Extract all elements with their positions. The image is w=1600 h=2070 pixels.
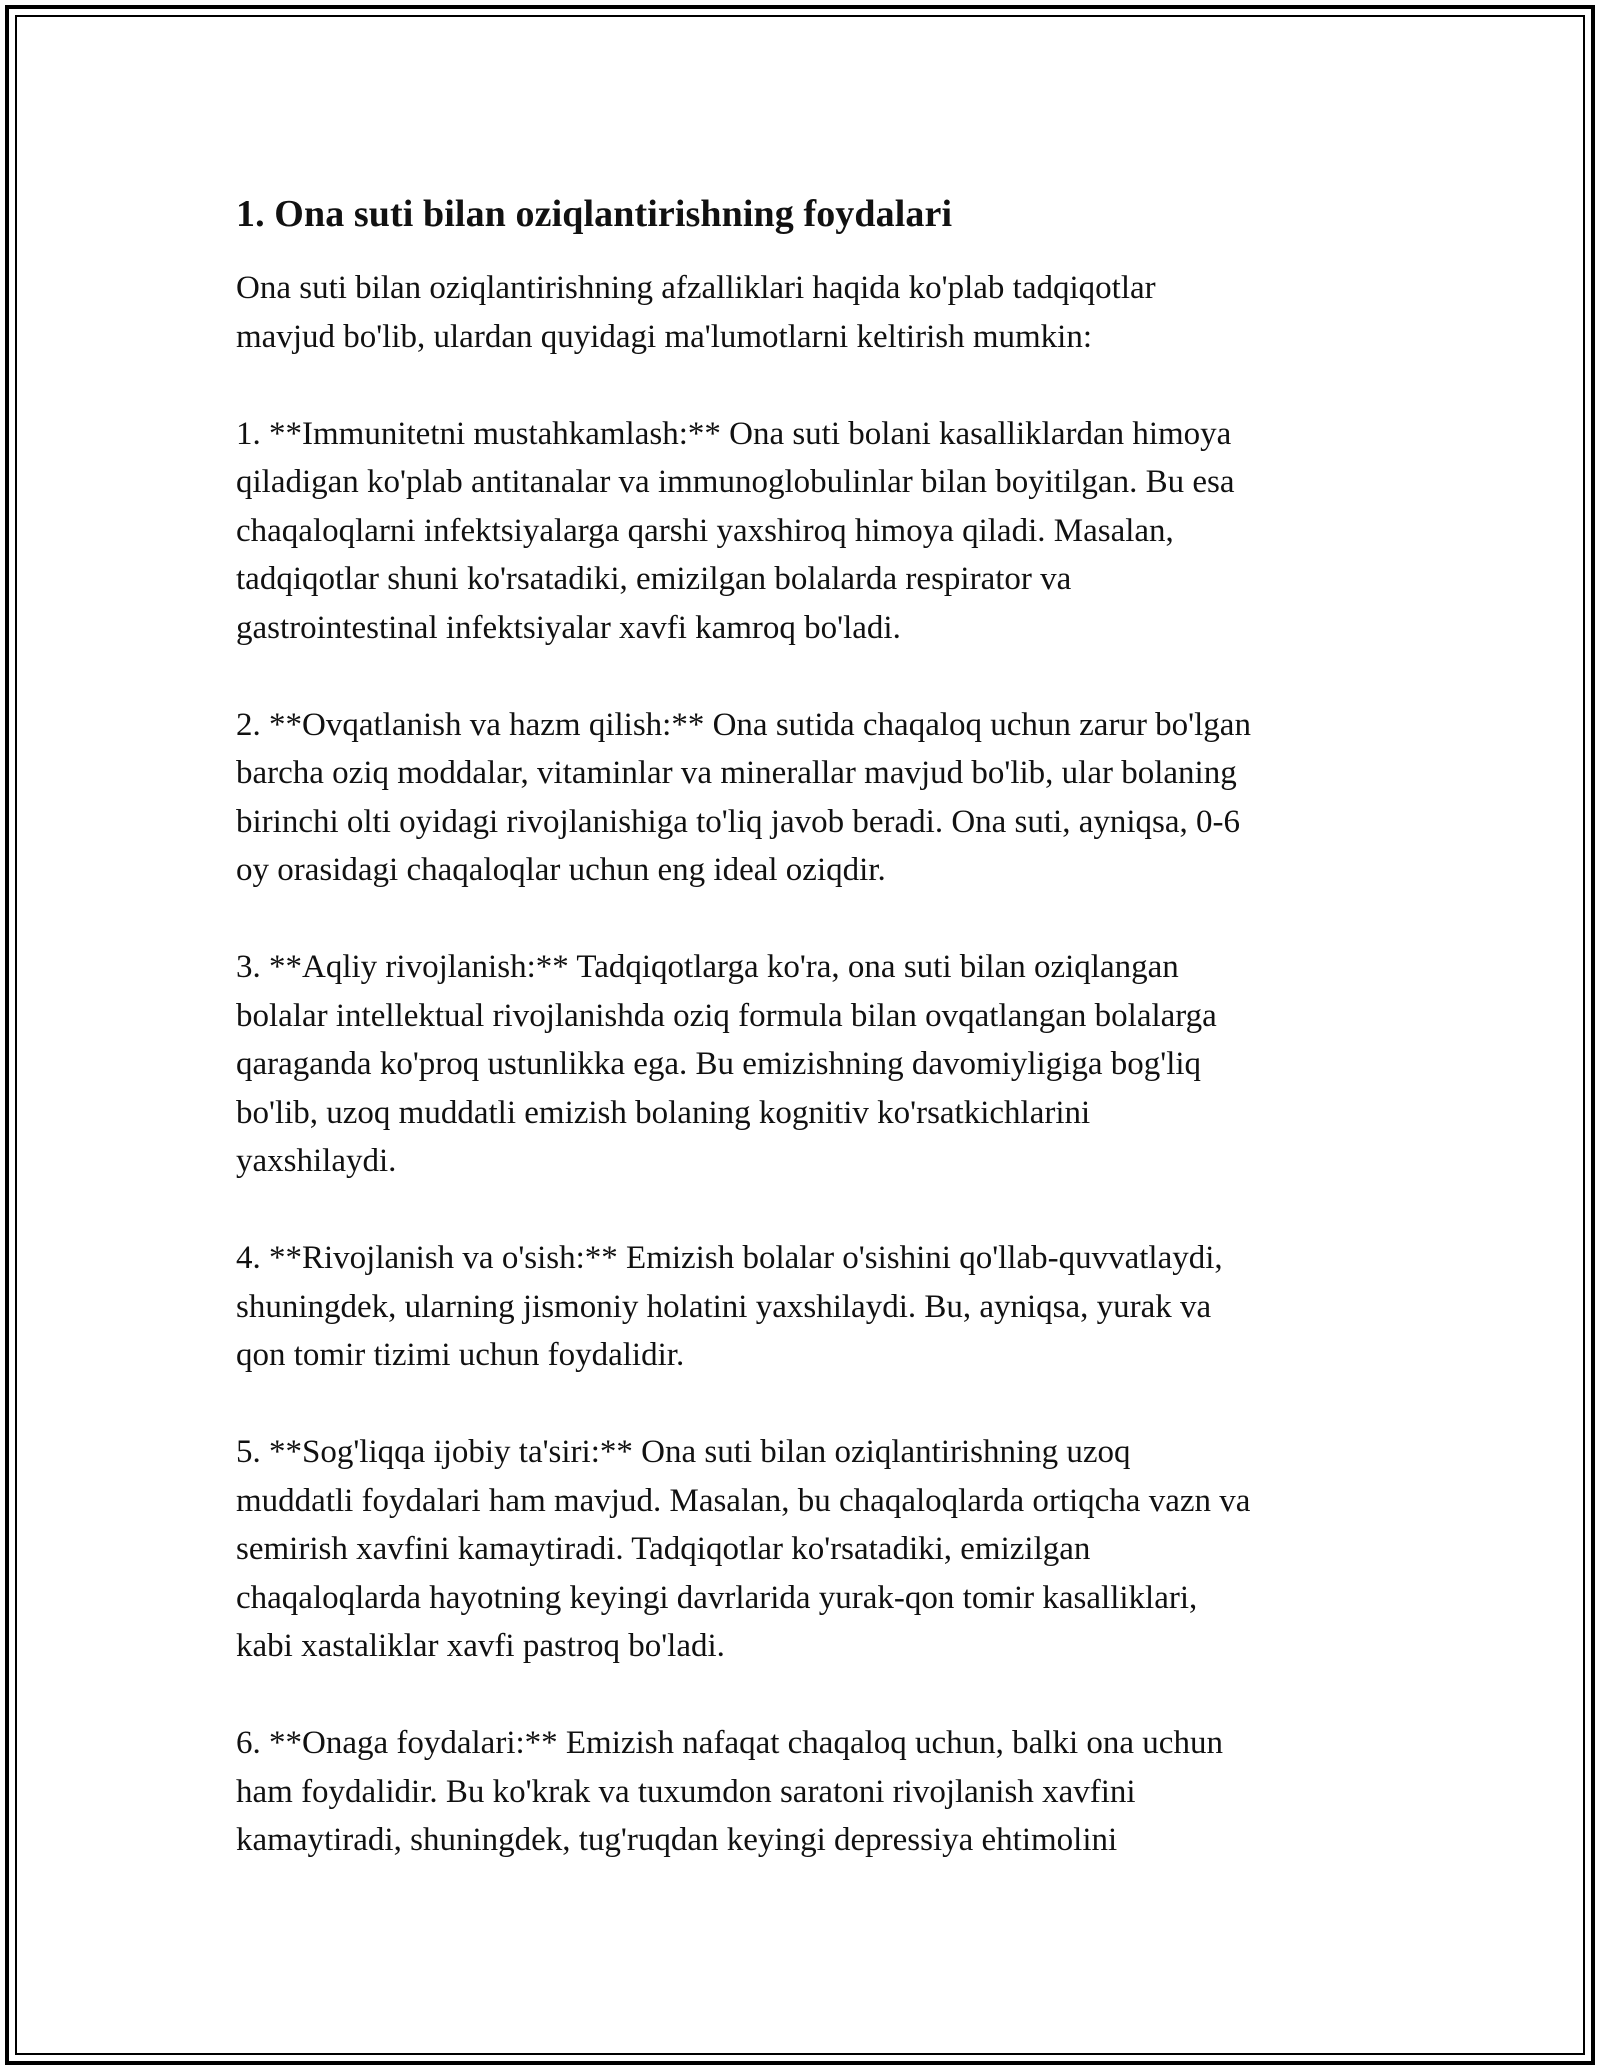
list-item: 3. **Aqliy rivojlanish:** Tadqiqotlarga ko'ra, ona suti bilan oziqlangan bolalar intellektual rivojlanishda oziq formula bilan ovqatlangan bolalarga qaraganda ko'proq ustunlikka ega. Bu emizishning davomiyligiga bog'liq bo'lib, uzoq muddatli emizish bolaning kognitiv ko'rsatkichlarini yaxshilaydi. xyxy=(236,949,1217,1179)
spacer xyxy=(236,1380,1366,1429)
document-body xyxy=(236,186,1366,1865)
list-item: 5. **Sog'liqqa ijobiy ta'siri:** Ona suti bilan oziqlantirishning uzoq muddatli foydalari ham mavjud. Masalan, bu chaqaloqlarda ortiqcha vazn va semirish xavfini kamaytiradi. Tadqiqotlar ko'rsatadiki, emizilgan chaqaloqlarda hayotning keyingi davrlarida yurak-qon tomir kasalliklari, kabi xastaliklar xavfi pastroq bo'ladi. xyxy=(236,1434,1251,1664)
section-heading: 1. Ona suti bilan oziqlantirishning foydalari xyxy=(236,193,953,235)
list-item: 6. **Onaga foydalari:** Emizish nafaqat chaqaloq uchun, balki ona uchun ham foydalidir. Bu ko'krak va tuxumdon saratoni rivojlanish xavfini kamaytiradi, shuningdek, tug'ruqdan keyingi depressiya ehtimolini xyxy=(236,1725,1223,1858)
list-item: 4. **Rivojlanish va o'sish:** Emizish bolalar o'sishini qo'llab-quvvatlaydi, shuningdek, ularning jismoniy holatini yaxshilaydi. Bu, ayniqsa, yurak va qon tomir tizimi uchun foydalidir. xyxy=(236,1240,1223,1373)
intro-paragraph: Ona suti bilan oziqlantirishning afzalliklari haqida ko'plab tadqiqotlar mavjud bo'lib, ulardan quyidagi ma'lumotlarni keltirish mumkin: xyxy=(236,270,1156,355)
spacer xyxy=(236,361,1366,410)
spacer xyxy=(236,895,1366,944)
list-item: 2. **Ovqatlanish va hazm qilish:** Ona sutida chaqaloq uchun zarur bo'lgan barcha oziq moddalar, vitaminlar va minerallar mavjud bo'lib, ular bolaning birinchi olti oyidagi rivojlanishiga to'liq javob beradi. Ona suti, ayniqsa, 0-6 oy orasidagi chaqaloqlar uchun eng ideal oziqdir. xyxy=(236,706,1251,888)
spacer xyxy=(236,1186,1366,1235)
list-item: 1. **Immunitetni mustahkamlash:** Ona suti bolani kasalliklardan himoya qiladigan ko'plab antitanalar va immunoglobulinlar bilan boyitilgan. Bu esa chaqaloqlarni infektsiyalarga qarshi yaxshiroq himoya qiladi. Masalan, tadqiqotlar shuni ko'rsatadiki, emizilgan bolalarda respirator va gastrointestinal infektsiyalar xavfi kamroq bo'ladi. xyxy=(236,415,1235,646)
spacer xyxy=(236,1671,1366,1720)
spacer xyxy=(236,652,1366,701)
